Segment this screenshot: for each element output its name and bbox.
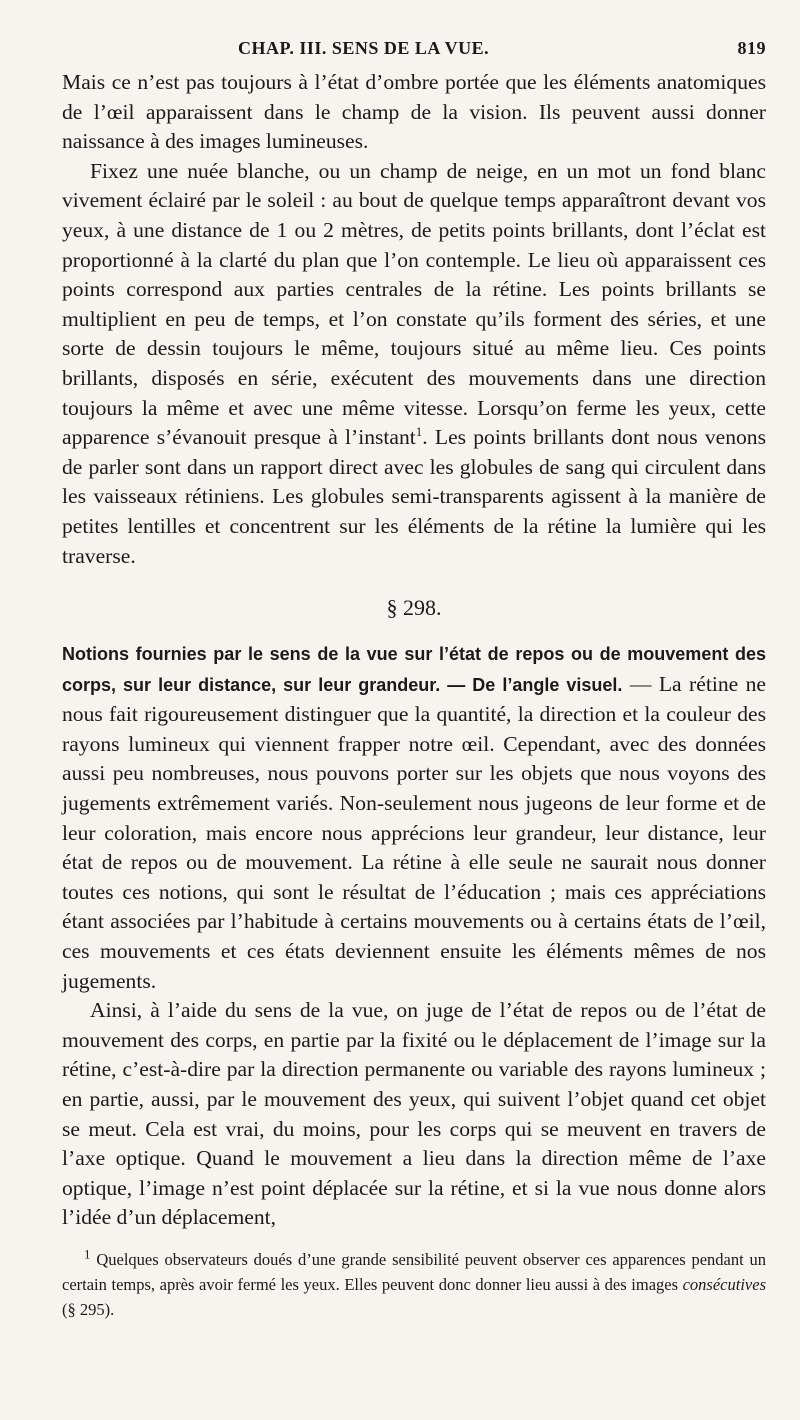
- page-number: 819: [737, 38, 766, 58]
- footnote-marker: 1: [84, 1246, 91, 1262]
- footnote-text-b: (§ 295).: [62, 1299, 115, 1319]
- footnote-reference: 1: [415, 423, 423, 439]
- body-text: [62, 68, 766, 1233]
- paragraph-4: Ainsi, à l’aide du sens de la vue, on juge de l’état de repos ou de l’état de mouvement des corps, en partie par la fixité ou le déplacement de l’image sur la rétine, c’est-à-dire par la direction permanente ou variable des rayons lumineux ; en partie, aussi, par le mouvement des yeux, qui suivent l’objet quand cet objet se meut. Cela est vrai, du moins, pour les corps qui se meuvent en travers de l’axe optique. Quand le mouvement a lieu dans la direction même de l’axe optique, l’image n’est point déplacée sur la rétine, et si la vue nous donne alors l’idée d’un déplacement,: [62, 998, 766, 1230]
- running-head: [62, 34, 766, 68]
- paragraph-2-text-a: Fixez une nuée blanche, ou un champ de neige, en un mot un fond blanc vivement éclairé par le soleil : au bout de quelque temps apparaîtront devant vos yeux, à une distance de 1 ou 2 mètres, de petits points brillants, dont l’éclat est proportionné à la clarté du plan que l’on contemple. Le lieu où apparaissent ces points correspond aux parties centrales de la rétine. Les points brillants se multiplient en peu de temps, et l’on constate qu’ils forment des séries, et une sorte de dessin toujours le même, toujours situé au même lieu. Ces points brillants, disposés en série, exécutent des mouvements dans une direction toujours la même et avec une même vitesse. Lorsqu’on ferme les yeux, cette apparence s’évanouit presque à l’instant: [62, 158, 766, 450]
- paragraph-1: Mais ce n’est pas toujours à l’état d’ombre portée que les éléments anatomiques de l’œil apparaissent dans le champ de la vision. Ils peuvent aussi donner naissance à des images lumineuses.: [62, 70, 766, 154]
- footnote-italic: consécutives: [682, 1274, 766, 1294]
- paragraph-2: [62, 157, 766, 571]
- heading-separator: —: [622, 671, 659, 696]
- paragraph-2-text-b: . Les points brillants dont nous venons de parler sont dans un rapport direct avec les globules de sang qui circulent dans les vaisseaux rétiniens. Les globules semi-transparents agissent à la manière de petites lentilles et concentrent sur les éléments de la rétine la lumière qui les traverse.: [62, 425, 766, 568]
- running-title: CHAP. III. SENS DE LA VUE.: [238, 38, 490, 58]
- footnote-text-a: Quelques observateurs doués d’une grande sensibilité peuvent observer ces apparences pendant un certain temps, après avoir fermé les yeux. Elles peuvent donc donner lieu aussi à des images: [62, 1249, 766, 1294]
- paragraph-3-text: La rétine ne nous fait rigoureusement distinguer que la quantité, la direction et la couleur des rayons lumineux qui viennent frapper notre œil. Cependant, avec des données aussi peu nombreuses, nous pouvons porter sur les objets que nous voyons des jugements extrêmement variés. Non-seulement nous jugeons de leur forme et de leur coloration, mais encore nous apprécions leur grandeur, leur distance, leur état de repos ou de mouvement. La rétine à elle seule ne saurait nous donner toutes ces notions, qui sont le résultat de l’éducation ; mais ces appréciations étant associées par l’habitude à certains mouvements ou à certains états de l’œil, ces mouvements et ces états deviennent ensuite les éléments mêmes de nos jugements.: [62, 671, 766, 993]
- section-number: § 298.: [386, 595, 442, 621]
- footnotes: [62, 1247, 766, 1322]
- section-heading: Notions fournies par le sens de la vue sur l’état de repos ou de mouvement des corps, sur leur distance, sur leur grandeur. — De l’angle visuel.: [62, 644, 766, 695]
- footnote-1: [62, 1247, 766, 1322]
- paragraph-3: [62, 639, 766, 996]
